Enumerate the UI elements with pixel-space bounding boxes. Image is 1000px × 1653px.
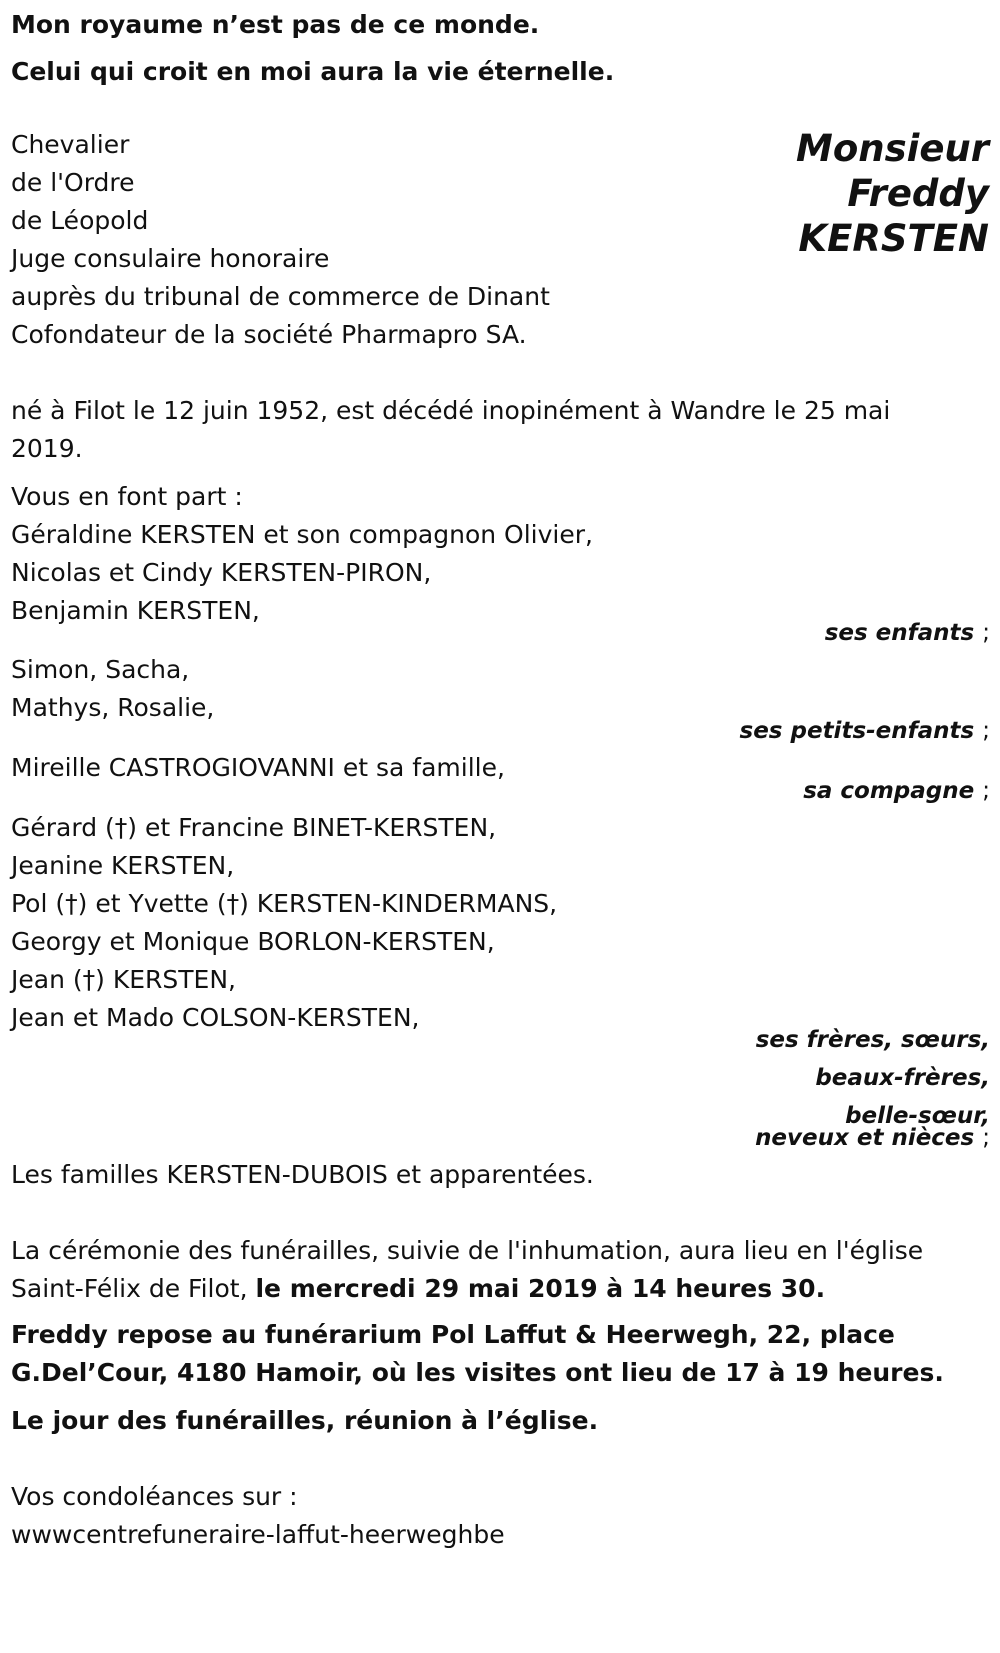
- relation-children: ses enfants ;: [824, 620, 990, 646]
- family-member: Nicolas et Cindy KERSTEN-PIRON,: [11, 558, 432, 587]
- families-line: Les familles KERSTEN-DUBOIS et apparentées.: [11, 1160, 594, 1189]
- title-line: de Léopold: [11, 206, 149, 235]
- birth-death-line: né à Filot le 12 juin 1952, est décédé inopinément à Wandre le 25 mai: [11, 396, 891, 425]
- relation-grandchildren: ses petits-enfants ;: [739, 718, 990, 744]
- family-member: Georgy et Monique BORLON-KERSTEN,: [11, 927, 495, 956]
- relation-siblings: neveux et nièces ;: [755, 1125, 990, 1151]
- funerarium-line: G.Del’Cour, 4180 Hamoir, où les visites ont lieu de 17 à 19 heures.: [11, 1358, 944, 1387]
- quote-line: Mon royaume n’est pas de ce monde.: [11, 10, 540, 39]
- family-member: Jeanine KERSTEN,: [11, 851, 235, 880]
- announce-line: Vous en font part :: [11, 482, 243, 511]
- title-line: Chevalier: [11, 130, 130, 159]
- title-line: auprès du tribunal de commerce de Dinant: [11, 282, 550, 311]
- relation-siblings: belle-sœur,: [845, 1103, 990, 1129]
- family-member: Mireille CASTROGIOVANNI et sa famille,: [11, 753, 505, 782]
- deceased-first-name: Freddy: [847, 172, 989, 215]
- family-member: Mathys, Rosalie,: [11, 693, 215, 722]
- family-member: Benjamin KERSTEN,: [11, 596, 260, 625]
- title-line: Juge consulaire honoraire: [11, 244, 330, 273]
- condolences-website-link[interactable]: wwwcentrefuneraire-laffut-heerweghbe: [11, 1520, 505, 1549]
- relation-siblings: ses frères, sœurs,: [755, 1027, 990, 1053]
- title-line: de l'Ordre: [11, 168, 135, 197]
- birth-death-line: 2019.: [11, 434, 83, 463]
- deceased-last-name: KERSTEN: [798, 217, 989, 260]
- relation-siblings: beaux-frères,: [815, 1065, 990, 1091]
- ceremony-line: Saint-Félix de Filot, le mercredi 29 mai 2019 à 14 heures 30.: [11, 1274, 826, 1303]
- ceremony-line: La cérémonie des funérailles, suivie de l'inhumation, aura lieu en l'église: [11, 1236, 924, 1265]
- family-member: Géraldine KERSTEN et son compagnon Olivier,: [11, 520, 593, 549]
- family-member: Pol (†) et Yvette (†) KERSTEN-KINDERMANS,: [11, 889, 558, 918]
- funerarium-line: Freddy repose au funérarium Pol Laffut & Heerwegh, 22, place: [11, 1320, 895, 1349]
- family-member: Jean (†) KERSTEN,: [11, 965, 236, 994]
- family-member: Jean et Mado COLSON-KERSTEN,: [11, 1003, 420, 1032]
- title-line: Cofondateur de la société Pharmapro SA.: [11, 320, 527, 349]
- relation-companion: sa compagne ;: [803, 778, 990, 804]
- deceased-honorific: Monsieur: [796, 127, 989, 170]
- ceremony-date: le mercredi 29 mai 2019 à 14 heures 30.: [255, 1274, 826, 1303]
- quote-line: Celui qui croit en moi aura la vie éternelle.: [11, 57, 615, 86]
- family-member: Gérard (†) et Francine BINET-KERSTEN,: [11, 813, 497, 842]
- meeting-line: Le jour des funérailles, réunion à l’église.: [11, 1406, 599, 1435]
- condolences-label: Vos condoléances sur :: [11, 1482, 298, 1511]
- family-member: Simon, Sacha,: [11, 655, 190, 684]
